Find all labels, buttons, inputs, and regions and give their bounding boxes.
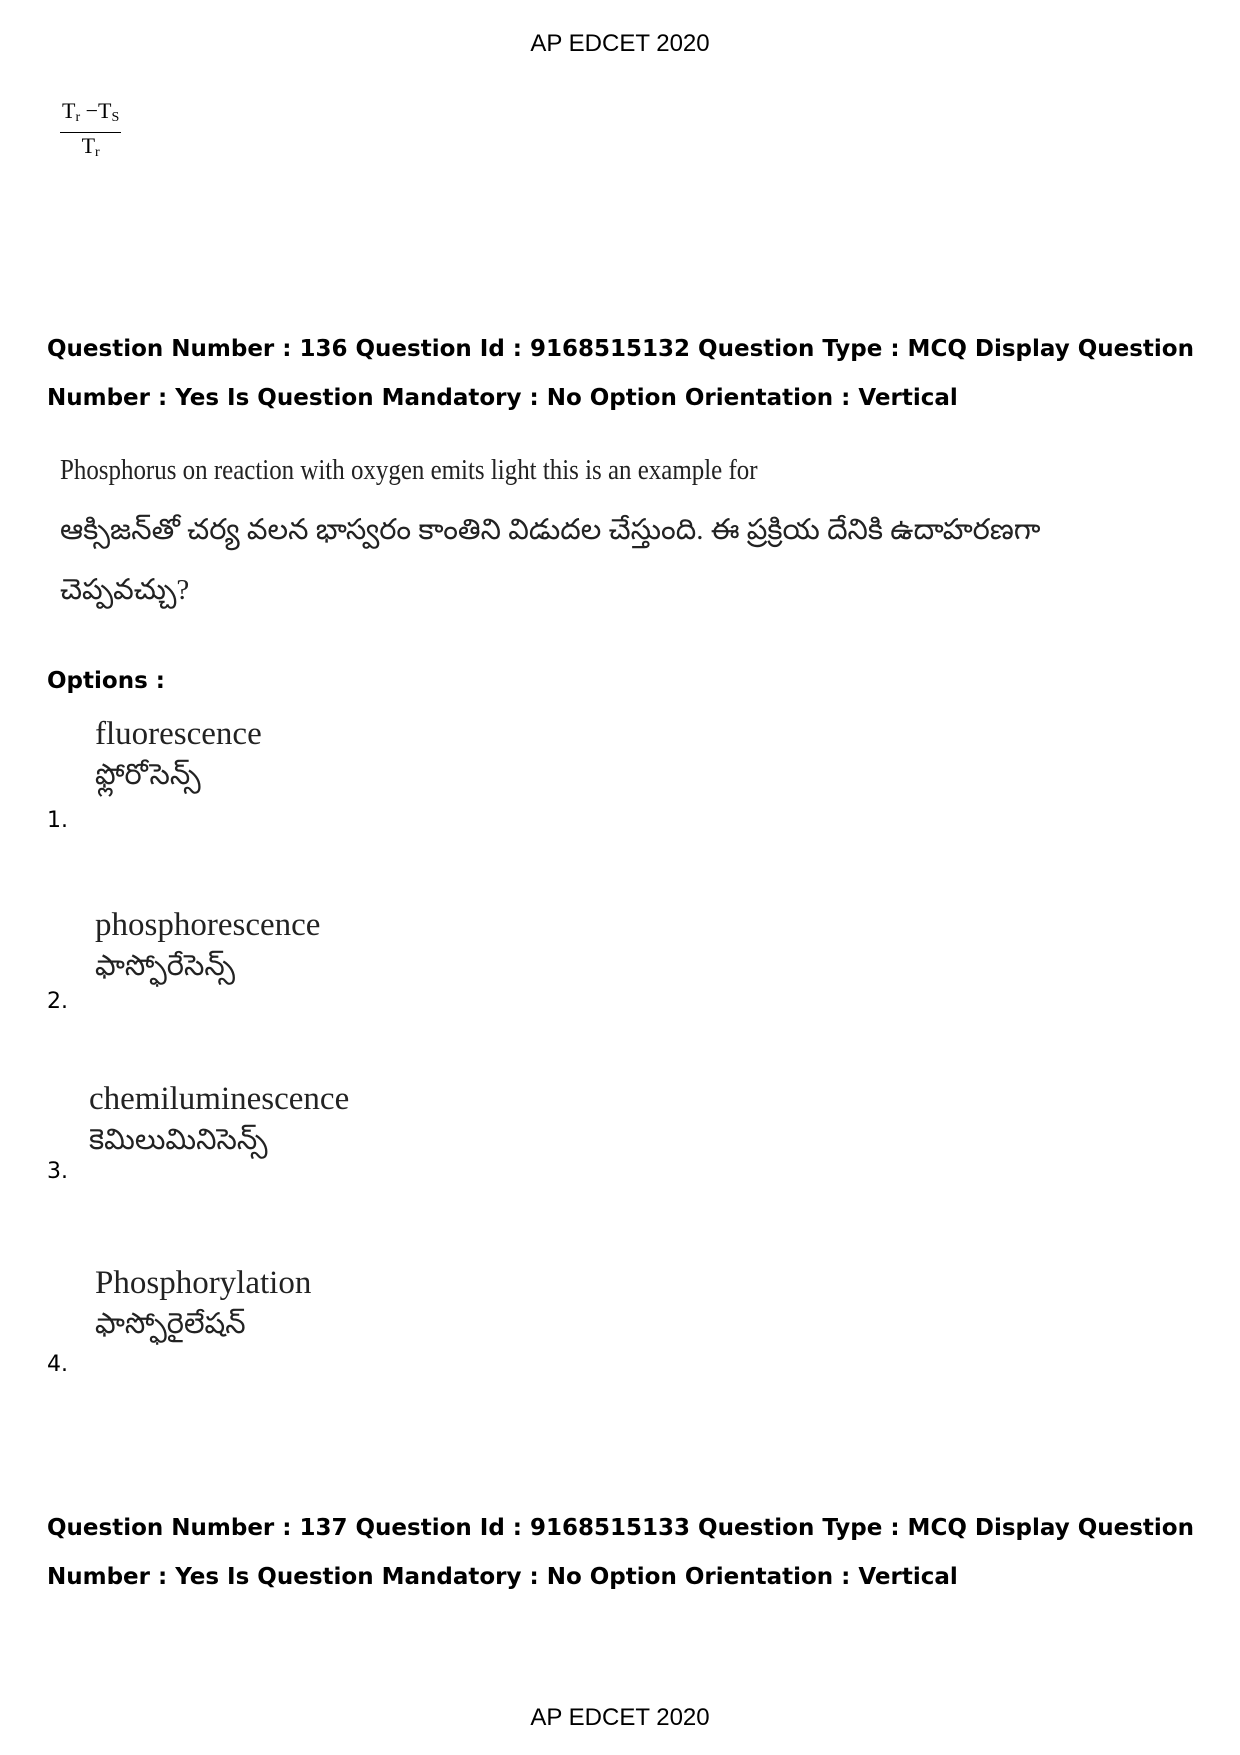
question-136-text-te-line1: ఆక్సిజన్‌తో చర్య వలన భాస్వరం కాంతిని విడుదల చేస్తుంది. ఈ ప్రక్రియ దేనికి ఉదాహరణగా (60, 514, 1041, 546)
page-footer: AP EDCET 2020 (530, 1704, 710, 1731)
option-4-te: ఫాస్ఫోరైలేషన్ (95, 1308, 246, 1340)
formula-denominator-base: T (81, 133, 96, 158)
formula-numerator-b-sub: S (111, 110, 120, 125)
page-header: AP EDCET 2020 (530, 30, 710, 57)
question-136-text (60, 440, 1041, 620)
option-4-content (95, 1265, 311, 1348)
formula-numerator-a-sub: r (75, 110, 81, 125)
formula-denominator-sub: r (95, 145, 100, 160)
option-1-number: 1. (47, 808, 68, 833)
option-2-en: phosphorescence (95, 907, 321, 943)
question-136-meta-line2: Number : Yes Is Question Mandatory : No Option Orientation : Vertical (47, 385, 958, 411)
formula-numerator (60, 100, 121, 133)
question-137-meta-line1: Question Number : 137 Question Id : 9168515133 Question Type : MCQ Display Question (47, 1515, 1194, 1541)
option-3-te: కెమిలుమినిసెన్స్ (89, 1124, 268, 1156)
formula-operator: −T (80, 98, 112, 123)
option-2-te: ఫాస్ఫోరేసెన్స్ (95, 950, 236, 982)
option-3-number: 3. (47, 1159, 68, 1184)
option-4-number: 4. (47, 1352, 68, 1377)
formula-denominator (82, 133, 100, 164)
question-136-meta-line1: Question Number : 136 Question Id : 9168515132 Question Type : MCQ Display Question (47, 336, 1194, 362)
option-1-en: fluorescence (95, 716, 262, 752)
option-2-number: 2. (47, 989, 68, 1014)
question-136-meta (47, 325, 1197, 423)
option-1-content (95, 716, 262, 799)
formula-fraction (60, 100, 121, 164)
question-137-meta-line2: Number : Yes Is Question Mandatory : No Option Orientation : Vertical (47, 1564, 958, 1590)
option-2-content (95, 907, 320, 990)
option-3-en: chemiluminescence (89, 1081, 350, 1117)
question-136-text-en: Phosphorus on reaction with oxygen emits light this is an example for (60, 454, 758, 486)
option-4-en: Phosphorylation (95, 1265, 312, 1301)
question-137-meta (47, 1504, 1197, 1602)
formula-numerator-a: T (62, 98, 76, 123)
options-label: Options : (47, 668, 165, 694)
question-136-text-te-line2: చెప్పవచ్చు? (60, 574, 190, 606)
option-1-te: ఫ్లోరోసెన్స్ (95, 759, 201, 791)
option-3-content (89, 1081, 349, 1164)
